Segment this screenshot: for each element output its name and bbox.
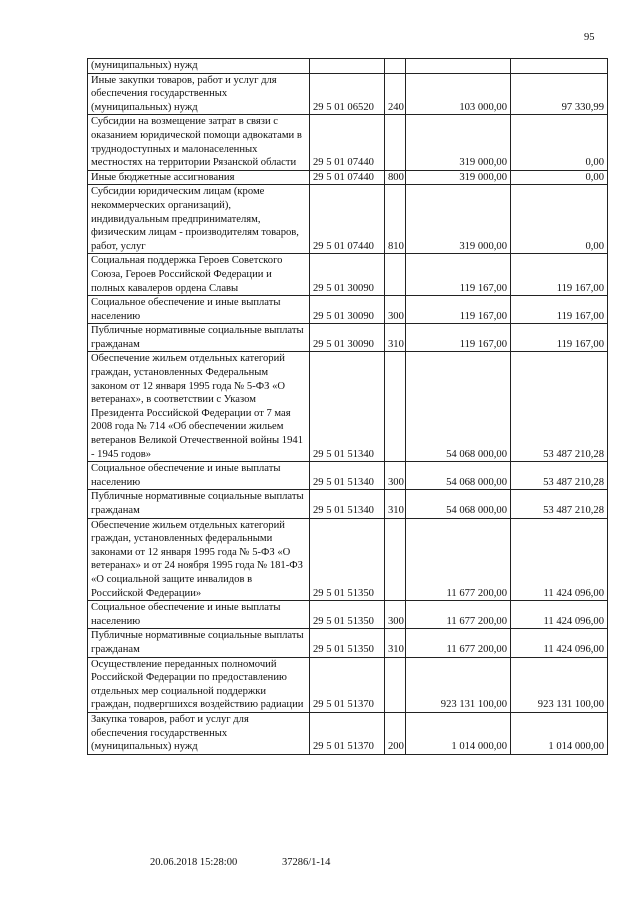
table-row <box>88 490 608 518</box>
row-target-code: 29 5 01 51370 <box>310 712 385 754</box>
row-planned-amount: 319 000,00 <box>406 115 511 170</box>
row-executed-amount: 53 487 210,28 <box>511 490 608 518</box>
row-expense-type: 300 <box>385 296 406 324</box>
row-executed-amount: 53 487 210,28 <box>511 462 608 490</box>
table-row <box>88 352 608 462</box>
row-expense-type <box>385 115 406 170</box>
table-row <box>88 185 608 254</box>
row-executed-amount: 119 167,00 <box>511 296 608 324</box>
row-planned-amount <box>406 59 511 74</box>
row-expense-type: 310 <box>385 324 406 352</box>
row-target-code: 29 5 01 07440 <box>310 185 385 254</box>
row-expense-type: 810 <box>385 185 406 254</box>
row-expense-type <box>385 352 406 462</box>
row-executed-amount: 1 014 000,00 <box>511 712 608 754</box>
row-expense-type <box>385 59 406 74</box>
row-target-code: 29 5 01 51340 <box>310 490 385 518</box>
row-planned-amount: 11 677 200,00 <box>406 518 511 601</box>
row-planned-amount: 54 068 000,00 <box>406 352 511 462</box>
row-executed-amount: 11 424 096,00 <box>511 629 608 657</box>
row-executed-amount: 53 487 210,28 <box>511 352 608 462</box>
row-description: Публичные нормативные социальные выплаты гражданам <box>88 490 310 518</box>
table-body <box>88 59 608 755</box>
row-expense-type <box>385 518 406 601</box>
row-target-code: 29 5 01 07440 <box>310 115 385 170</box>
row-executed-amount: 923 131 100,00 <box>511 657 608 712</box>
row-executed-amount: 0,00 <box>511 115 608 170</box>
row-planned-amount: 119 167,00 <box>406 324 511 352</box>
table-row <box>88 324 608 352</box>
row-expense-type: 240 <box>385 73 406 115</box>
row-planned-amount: 923 131 100,00 <box>406 657 511 712</box>
row-target-code: 29 5 01 30090 <box>310 254 385 296</box>
row-target-code: 29 5 01 51340 <box>310 352 385 462</box>
table-row <box>88 73 608 115</box>
footer-datetime: 20.06.2018 15:28:00 <box>150 857 238 868</box>
row-description: Публичные нормативные социальные выплаты гражданам <box>88 629 310 657</box>
row-planned-amount: 119 167,00 <box>406 254 511 296</box>
table-row <box>88 462 608 490</box>
row-expense-type <box>385 254 406 296</box>
row-executed-amount: 97 330,99 <box>511 73 608 115</box>
table-row <box>88 59 608 74</box>
table-row <box>88 254 608 296</box>
row-planned-amount: 54 068 000,00 <box>406 462 511 490</box>
row-target-code: 29 5 01 51370 <box>310 657 385 712</box>
table-row <box>88 115 608 170</box>
row-description: Иные закупки товаров, работ и услуг для обеспечения государственных (муниципальных) нужд <box>88 73 310 115</box>
row-executed-amount: 11 424 096,00 <box>511 601 608 629</box>
row-description: Обеспечение жильем отдельных категорий граждан, установленных Федеральным законом от 12 января 1995 года № 5-ФЗ «О ветеранах», в соответствии с Указом Президента Российской Федерации от 7 мая 2008 года № 714 «Об обеспечении жильем ветеранов Великой Отечественной войны 1941 - 1945 годов» <box>88 352 310 462</box>
row-target-code: 29 5 01 30090 <box>310 296 385 324</box>
row-planned-amount: 119 167,00 <box>406 296 511 324</box>
row-target-code: 29 5 01 51350 <box>310 601 385 629</box>
row-description: Субсидии на возмещение затрат в связи с оказанием юридической помощи адвокатами в труднодоступных и малонаселенных местностях на территории Рязанской области <box>88 115 310 170</box>
row-planned-amount: 54 068 000,00 <box>406 490 511 518</box>
row-executed-amount: 0,00 <box>511 170 608 185</box>
row-target-code: 29 5 01 51340 <box>310 462 385 490</box>
row-planned-amount: 11 677 200,00 <box>406 601 511 629</box>
footer-doc-number: 37286/1-14 <box>282 857 331 868</box>
table-row <box>88 518 608 601</box>
page-number: 95 <box>584 32 595 43</box>
row-description: Осуществление переданных полномочий Российской Федерации по предоставлению отдельных мер социальной поддержки граждан, подвергшихся воздействию радиации <box>88 657 310 712</box>
table-row <box>88 629 608 657</box>
table-row <box>88 296 608 324</box>
row-description: Иные бюджетные ассигнования <box>88 170 310 185</box>
row-expense-type: 300 <box>385 462 406 490</box>
row-executed-amount: 11 424 096,00 <box>511 518 608 601</box>
row-planned-amount: 103 000,00 <box>406 73 511 115</box>
table-row <box>88 712 608 754</box>
row-description: Социальное обеспечение и иные выплаты населению <box>88 296 310 324</box>
row-planned-amount: 11 677 200,00 <box>406 629 511 657</box>
row-target-code: 29 5 01 30090 <box>310 324 385 352</box>
row-executed-amount: 119 167,00 <box>511 324 608 352</box>
row-description: Субсидии юридическим лицам (кроме некоммерческих организаций), индивидуальным предпринимателям, физическим лицам - производителям товаров, работ, услуг <box>88 185 310 254</box>
row-description: Закупка товаров, работ и услуг для обеспечения государственных (муниципальных) нужд <box>88 712 310 754</box>
row-expense-type: 300 <box>385 601 406 629</box>
row-executed-amount: 119 167,00 <box>511 254 608 296</box>
row-target-code: 29 5 01 06520 <box>310 73 385 115</box>
row-target-code: 29 5 01 07440 <box>310 170 385 185</box>
row-expense-type: 310 <box>385 490 406 518</box>
table-row <box>88 601 608 629</box>
row-expense-type: 200 <box>385 712 406 754</box>
row-description: Обеспечение жильем отдельных категорий граждан, установленных федеральными законами от 12 января 1995 года № 5-ФЗ «О ветеранах» и от 24 ноября 1995 года № 181-ФЗ «О социальной защите инвалидов в Российской Федерации» <box>88 518 310 601</box>
table-row <box>88 657 608 712</box>
table-row <box>88 170 608 185</box>
row-description: (муниципальных) нужд <box>88 59 310 74</box>
budget-table <box>87 58 608 755</box>
row-executed-amount: 0,00 <box>511 185 608 254</box>
row-target-code: 29 5 01 51350 <box>310 518 385 601</box>
row-expense-type: 800 <box>385 170 406 185</box>
row-expense-type: 310 <box>385 629 406 657</box>
row-description: Социальное обеспечение и иные выплаты населению <box>88 601 310 629</box>
row-planned-amount: 319 000,00 <box>406 170 511 185</box>
row-description: Социальное обеспечение и иные выплаты населению <box>88 462 310 490</box>
row-executed-amount <box>511 59 608 74</box>
row-expense-type <box>385 657 406 712</box>
row-planned-amount: 319 000,00 <box>406 185 511 254</box>
row-planned-amount: 1 014 000,00 <box>406 712 511 754</box>
row-description: Социальная поддержка Героев Советского Союза, Героев Российской Федерации и полных кавалеров ордена Славы <box>88 254 310 296</box>
row-description: Публичные нормативные социальные выплаты гражданам <box>88 324 310 352</box>
row-target-code <box>310 59 385 74</box>
row-target-code: 29 5 01 51350 <box>310 629 385 657</box>
